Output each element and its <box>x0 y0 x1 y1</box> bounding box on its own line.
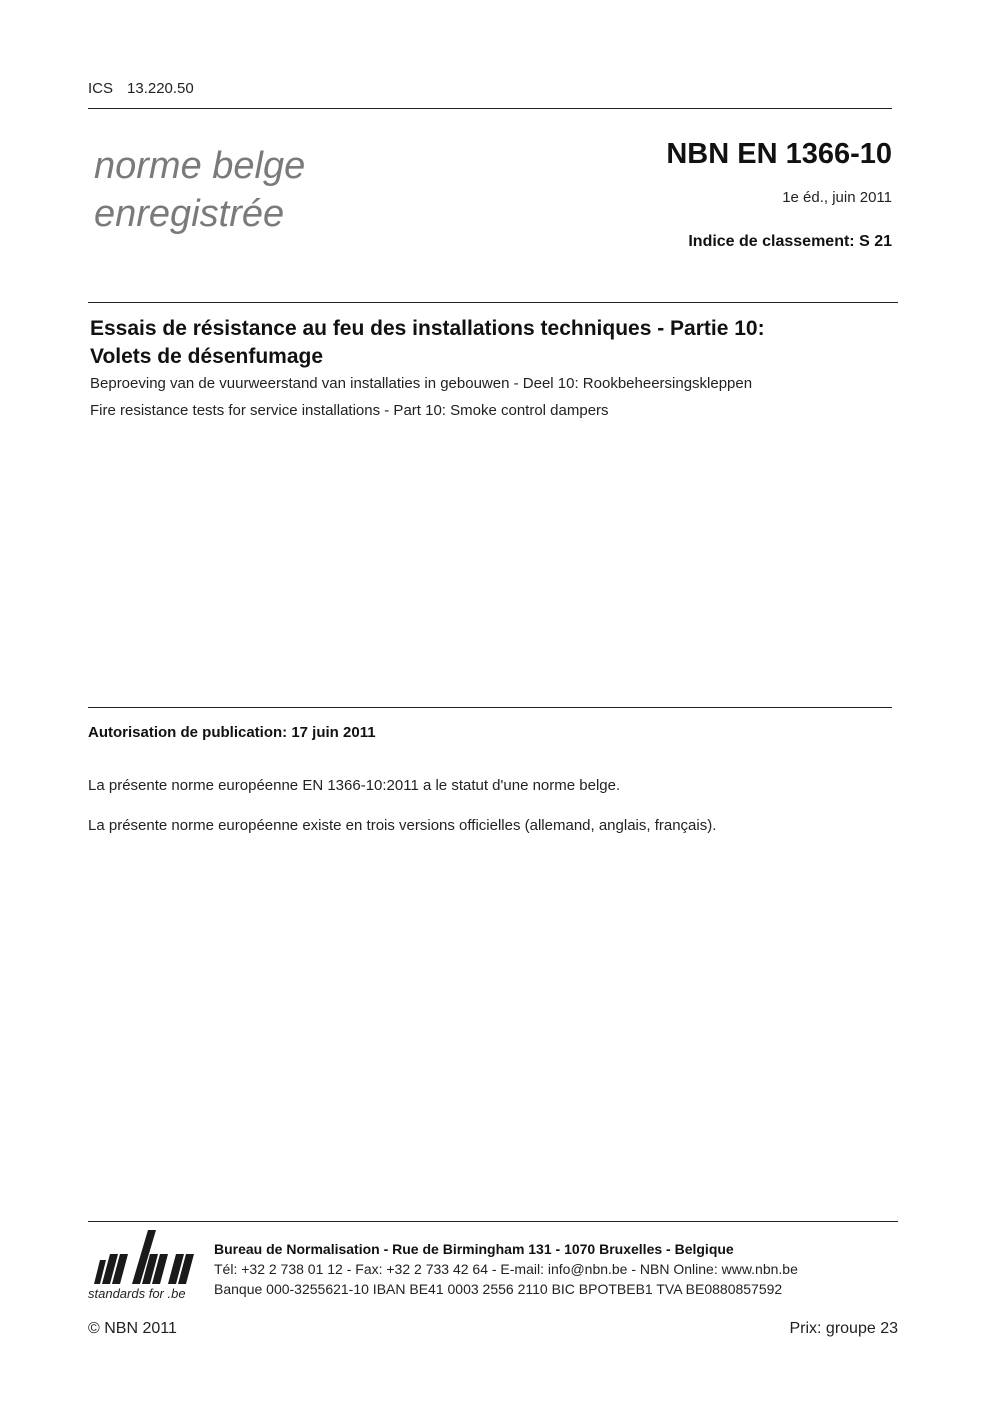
header-rule <box>88 108 892 109</box>
title-dutch: Beproeving van de vuurweerstand van installaties in gebouwen - Deel 10: Rookbeheersingskleppen <box>90 375 753 392</box>
versions-statement: La présente norme européenne existe en trois versions officielles (allemand, anglais, français). <box>88 817 717 834</box>
edition-date: 1e éd., juin 2011 <box>782 189 892 206</box>
address-line-2: Tél: +32 2 738 01 12 - Fax: +32 2 733 42 64 - E-mail: info@nbn.be - NBN Online: www.nbn.be <box>214 1261 798 1277</box>
title-rule <box>88 302 898 303</box>
address-line-3: Banque 000-3255621-10 IBAN BE41 0003 2556 2110 BIC BPOTBEB1 TVA BE0880857592 <box>214 1281 783 1297</box>
ics-code: 13.220.50 <box>127 80 194 97</box>
title-french-line2: Volets de désenfumage <box>90 345 324 368</box>
norm-label-line2: enregistrée <box>94 193 285 235</box>
title-french <box>90 315 890 371</box>
price-group: Prix: groupe 23 <box>789 1320 898 1337</box>
norm-label-line1: norme belge <box>94 145 306 187</box>
copyright: © NBN 2011 <box>88 1320 177 1337</box>
logo-tagline: standards for .be <box>88 1286 186 1301</box>
title-french-line1: Essais de résistance au feu des installations techniques - Partie 10: <box>90 317 765 340</box>
classification-index: Indice de classement: S 21 <box>688 233 892 250</box>
ics-label: ICS <box>88 80 114 97</box>
status-statement: La présente norme européenne EN 1366-10:2011 a le statut d'une norme belge. <box>88 777 621 794</box>
address-line-1: Bureau de Normalisation - Rue de Birmingham 131 - 1070 Bruxelles - Belgique <box>214 1241 734 1257</box>
nbn-logo-mark <box>94 1230 194 1284</box>
ics-classification <box>88 80 194 97</box>
norm-label <box>94 142 305 238</box>
title-english: Fire resistance tests for service installations - Part 10: Smoke control dampers <box>90 402 609 419</box>
standard-number: NBN EN 1366-10 <box>666 138 892 170</box>
publication-rule <box>88 707 892 708</box>
publication-authorisation: Autorisation de publication: 17 juin 2011 <box>88 724 376 741</box>
footer-rule <box>88 1221 898 1222</box>
